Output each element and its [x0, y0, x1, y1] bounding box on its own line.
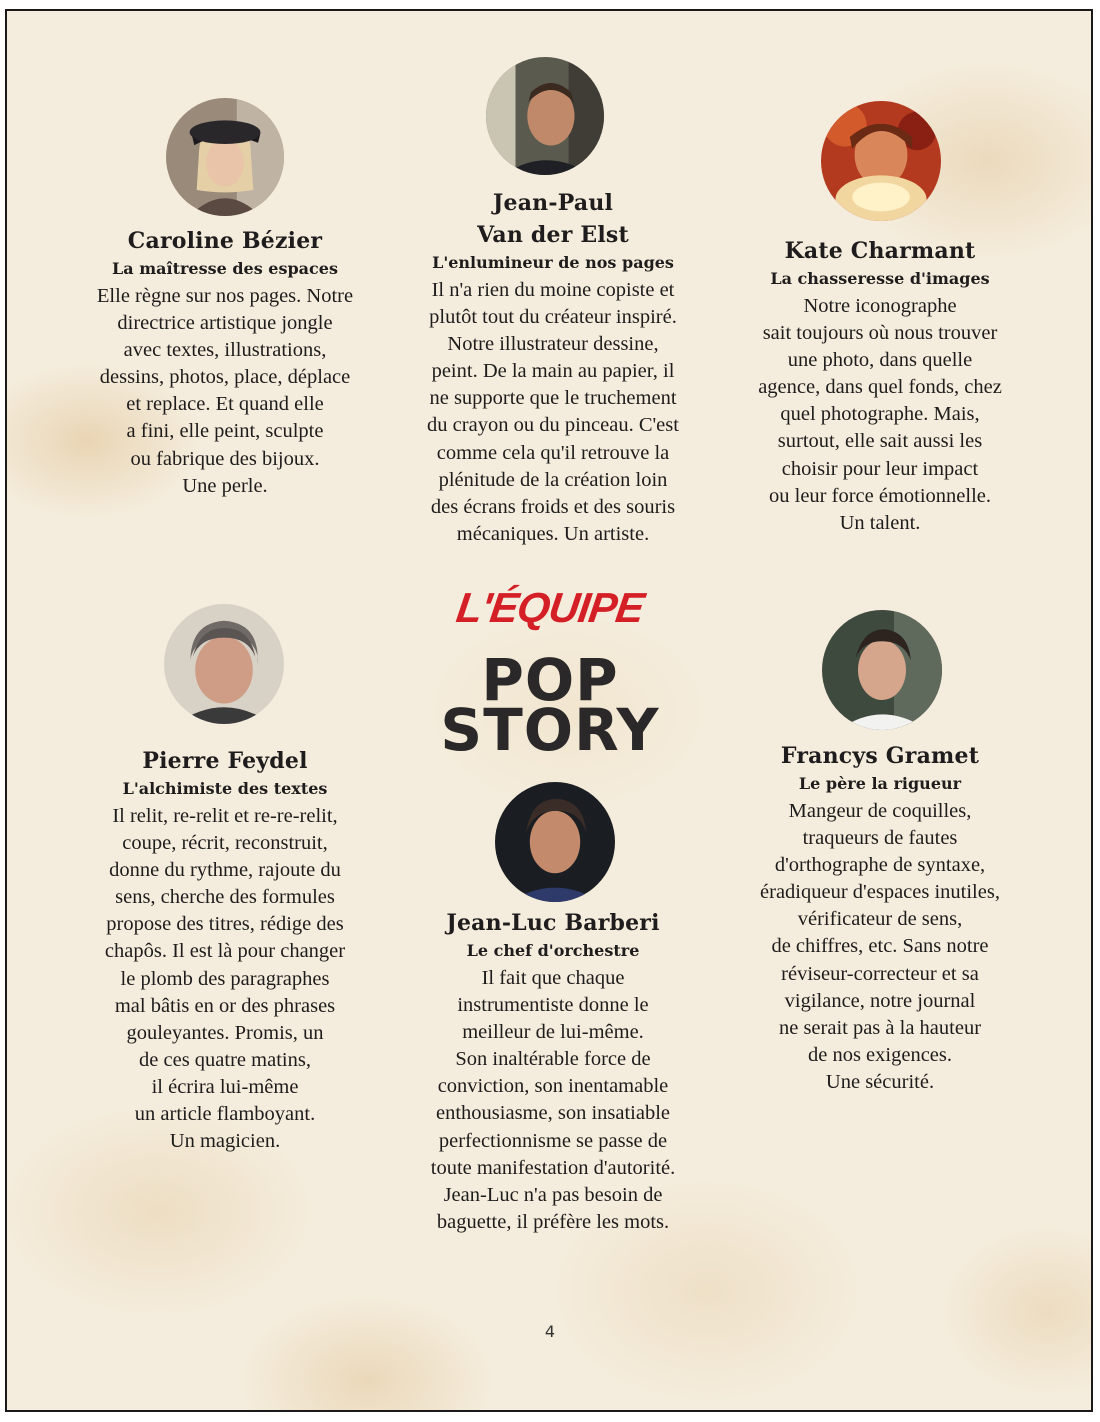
profile-name: Caroline Bézier [127, 228, 323, 254]
bio-line: meilleur de lui-même. [462, 1021, 644, 1044]
bio-line: propose des titres, rédige des [106, 913, 344, 936]
bio-line: instrumentiste donne le [457, 994, 649, 1017]
avatar-caroline-bezier [166, 98, 284, 216]
profile-role: Le père la rigueur [798, 774, 962, 793]
bio-line: mécaniques. Un artiste. [456, 522, 650, 545]
bio-line: Il n'a rien du moine copiste et [431, 279, 675, 301]
bio-line: mal bâtis en or des phrases [114, 994, 336, 1017]
profile-name-line1: Jean-Paul [492, 190, 614, 216]
profile-role: La chasseresse d'images [770, 269, 990, 288]
bio-line: choisir pour leur impact [781, 457, 979, 480]
profile-name: Kate Charmant [784, 238, 976, 264]
portrait-jean-luc-icon [495, 782, 615, 902]
bio-line: une photo, dans quelle [787, 349, 973, 372]
profile-kate-charmant [715, 235, 1045, 537]
bio-line: vigilance, notre journal [784, 989, 976, 1012]
bio-line: surtout, elle sait aussi les [777, 430, 983, 453]
bio-line: peint. De la main au papier, il [431, 360, 675, 383]
bio-line: Notre iconographe [803, 295, 957, 317]
bio-line: ou leur force émotionnelle. [769, 484, 991, 507]
profile-jean-luc-barberi [388, 907, 718, 1236]
profile-caroline-bezier [60, 225, 390, 500]
portrait-kate-icon [821, 101, 941, 221]
profile-bio [60, 283, 390, 500]
bio-line: toute manifestation d'autorité. [430, 1156, 676, 1179]
lequipe-logo: L'ÉQUIPE [453, 584, 647, 631]
bio-line: d'orthographe de syntaxe, [774, 854, 986, 877]
bio-line: chapôs. Il est là pour changer [104, 940, 346, 963]
bio-line: quel photographe. Mais, [780, 403, 980, 426]
avatar-jean-paul-van-der-elst [486, 57, 604, 175]
profile-role: Le chef d'orchestre [466, 941, 640, 960]
page-number: 4 [544, 1322, 556, 1341]
bio-line: réviseur-correcteur et sa [781, 962, 979, 985]
profile-name: Pierre Feydel [142, 748, 308, 774]
bio-line: traqueurs de fautes [802, 827, 958, 850]
bio-line: conviction, son inentamable [437, 1075, 669, 1098]
profile-bio [60, 803, 390, 1155]
profile-name-line2: Van der Elst [477, 222, 629, 248]
profile-name: Jean-Luc Barberi [446, 910, 660, 936]
bio-line: baguette, il préfère les mots. [436, 1210, 670, 1233]
bio-line: Une perle. [182, 474, 268, 497]
profile-name: Francys Gramet [780, 743, 980, 769]
bio-line: perfectionnisme se passe de [438, 1129, 668, 1152]
profile-bio [715, 293, 1045, 537]
bio-line: gouleyantes. Promis, un [126, 1021, 324, 1044]
bio-line: dessins, photos, place, déplace [99, 366, 351, 389]
bio-line: a fini, elle peint, sculpte [126, 420, 324, 443]
bio-line: Il relit, re-relit et re-re-relit, [112, 805, 338, 827]
profile-pierre-feydel [60, 745, 390, 1155]
bio-line: plénitude de la création loin [438, 468, 668, 491]
bio-line: ne serait pas à la hauteur [778, 1016, 982, 1039]
bio-line: Il fait que chaque [481, 967, 625, 989]
bio-line: il écrira lui-même [151, 1075, 299, 1098]
bio-line: Un magicien. [169, 1130, 281, 1153]
bio-line: vérificateur de sens, [797, 908, 963, 931]
bio-line: enthousiasme, son insatiable [436, 1102, 670, 1125]
profile-bio [715, 798, 1045, 1096]
bio-line: comme cela qu'il retrouve la [436, 441, 670, 464]
bio-line: Elle règne sur nos pages. Notre [96, 285, 354, 307]
profile-francys-gramet [715, 740, 1045, 1096]
portrait-caroline-icon [166, 98, 284, 216]
bio-line: Notre illustrateur dessine, [447, 333, 659, 356]
bio-line: Une sécurité. [825, 1070, 935, 1093]
bio-line: avec textes, illustrations, [123, 339, 327, 362]
profile-role: L'alchimiste des textes [122, 779, 328, 798]
portrait-jean-paul-icon [486, 57, 604, 175]
profile-bio [388, 277, 718, 548]
bio-line: du crayon ou du pinceau. C'est [427, 414, 679, 437]
bio-line: coupe, récrit, reconstruit, [122, 832, 328, 855]
avatar-kate-charmant [821, 101, 941, 221]
bio-line: Mangeur de coquilles, [788, 800, 972, 822]
bio-line: directrice artistique jongle [117, 312, 333, 335]
bio-line: ne supporte que le truchement [429, 387, 677, 410]
bio-line: le plomb des paragraphes [120, 967, 330, 990]
bio-line: des écrans froids et des souris [430, 495, 676, 518]
profile-bio [388, 965, 718, 1236]
bio-line: ou fabrique des bijoux. [130, 447, 320, 470]
profile-role: La maîtresse des espaces [112, 259, 338, 278]
bio-line: sens, cherche des formules [115, 886, 335, 909]
bio-line: Un talent. [839, 511, 921, 534]
bio-line: de chiffres, etc. Sans notre [771, 935, 989, 958]
bio-line: sait toujours où nous trouver [762, 322, 998, 345]
bio-line: de ces quatre matins, [139, 1048, 311, 1071]
bio-line: Son inaltérable force de [455, 1048, 651, 1071]
bio-line: de nos exigences. [807, 1043, 953, 1066]
bio-line: éradiqueur d'espaces inutiles, [760, 881, 1000, 904]
bio-line: et replace. Et quand elle [126, 393, 324, 416]
bio-line: plutôt tout du créateur inspiré. [429, 306, 677, 329]
profile-role: L'enlumineur de nos pages [432, 253, 674, 272]
bio-line: Jean-Luc n'a pas besoin de [443, 1183, 663, 1206]
bio-line: agence, dans quel fonds, chez [758, 376, 1002, 399]
avatar-jean-luc-barberi [495, 782, 615, 902]
bio-line: un article flamboyant. [134, 1103, 316, 1126]
pop-story-title-line2: STORY [440, 696, 660, 764]
bio-line: donne du rythme, rajoute du [109, 859, 341, 882]
pop-story-title-line1: POP [481, 646, 619, 714]
profile-jean-paul-van-der-elst [388, 187, 718, 548]
